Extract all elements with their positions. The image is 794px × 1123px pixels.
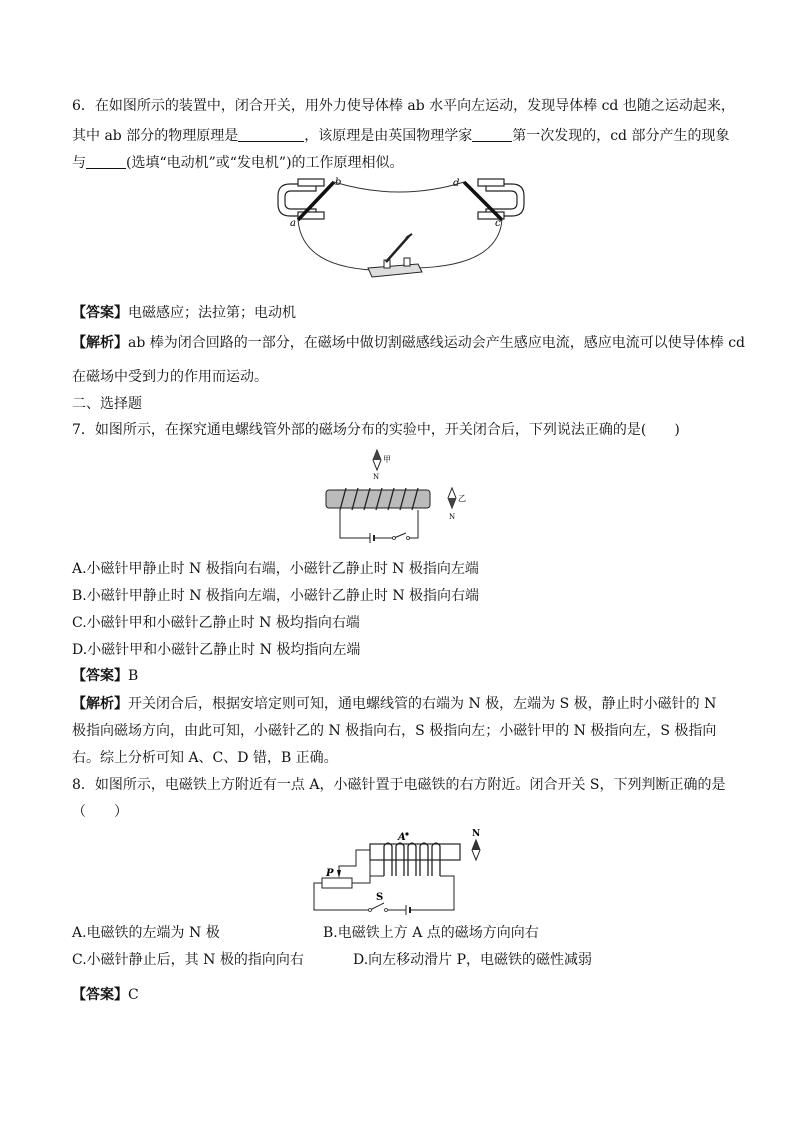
switch-blade: [394, 533, 406, 538]
knife-switch: [368, 234, 422, 277]
q7-analysis-line-2: 极指向磁场方向，由此可知，小磁针乙的 N 极指向右，S 极指向左；小磁针甲的 N 极指向左，S 极指向: [72, 723, 717, 739]
label-c: c: [495, 218, 501, 229]
q7-analysis-line-1: [72, 694, 732, 714]
label-yi: 乙: [458, 494, 466, 503]
q8-option-c: C.小磁针静止后，其 N 极的指向向右: [72, 952, 304, 968]
q8-figure: [306, 826, 496, 918]
label-n: N: [472, 829, 481, 839]
label-jia: 甲: [383, 455, 391, 464]
label-p: P: [326, 868, 334, 879]
q6-stem-line-1: 6．在如图所示的装置中，闭合开关，用外力使导体棒 ab 水平向左运动，发现导体棒 cd 也随之运动起来，: [72, 98, 735, 114]
q7-option-b: B.小磁针甲静止时 N 极指向左端，小磁针乙静止时 N 极指向右端: [72, 588, 480, 604]
q6-blank-2: [472, 127, 512, 142]
q7-figure: [322, 448, 472, 544]
q8-stem-line-1: 8．如图所示，电磁铁上方附近有一点 A，小磁针置于电磁铁的右方附近。闭合开关 S，下列判断正确的是: [72, 777, 726, 793]
q6-stem-line-2: [72, 126, 732, 146]
rheostat: [322, 878, 352, 888]
answer-tag: 【答案】: [72, 668, 128, 684]
point-a-dot: [405, 832, 408, 835]
q8-answer: [72, 985, 732, 1005]
answer-text: C: [128, 987, 139, 1003]
top-wire: [334, 182, 464, 192]
label-b: b: [335, 177, 342, 188]
q8-option-d: D.向左移动滑片 P，电磁铁的磁性减弱: [353, 952, 593, 968]
analysis-tag: 【解析】: [72, 335, 128, 351]
section-heading: 二、选择题: [72, 396, 142, 412]
q8-option-a: A.电磁铁的左端为 N 极: [72, 925, 220, 941]
q8-option-b: B.电磁铁上方 A 点的磁场方向向右: [323, 925, 539, 941]
label-n-jia: N: [373, 473, 380, 481]
q6-figure: [276, 176, 526, 280]
q7-option-a: A.小磁针甲静止时 N 极指向右端，小磁针乙静止时 N 极指向左端: [72, 561, 479, 577]
q6-text: 第一次发现的，cd 部分产生的现象: [512, 128, 730, 144]
q6-stem-line-3: [72, 153, 732, 173]
answer-text: B: [128, 668, 139, 684]
q6-text: (选填“电动机”或“发电机”)的工作原理相似。: [126, 155, 404, 171]
q6-text: 其中 ab 部分的物理原理是: [72, 128, 239, 144]
analysis-tag: 【解析】: [72, 696, 128, 712]
q6-blank-1: [238, 127, 304, 142]
q8-stem-line-2: （ ）: [72, 804, 128, 820]
right-wire: [416, 220, 502, 268]
slider-p: [337, 870, 341, 878]
analysis-text: 开关闭合后，根据安培定则可知，通电螺线管的右端为 N 极，左端为 S 极，静止时小磁针的 N: [128, 696, 717, 712]
label-point-a: A: [398, 832, 406, 843]
analysis-text: ab 棒为闭合回路的一部分，在磁场中做切割磁感线运动会产生感应电流，感应电流可以使导体棒 cd: [128, 335, 746, 351]
q6-answer: [72, 303, 732, 323]
label-d: d: [453, 178, 460, 189]
q7-answer: [72, 666, 732, 686]
label-a: a: [290, 218, 296, 229]
q6-analysis-line-1: [72, 333, 746, 353]
switch-s: [370, 903, 384, 910]
q6-analysis-line-2: 在磁场中受到力的作用而运动。: [72, 369, 268, 385]
q7-option-d: D.小磁针甲和小磁针乙静止时 N 极均指向左端: [72, 642, 361, 658]
answer-tag: 【答案】: [72, 305, 128, 321]
right-u-magnet: [478, 179, 524, 219]
q7-stem: 7．如图所示，在探究通电螺线管外部的磁场分布的实验中，开关闭合后，下列说法正确的是( ): [72, 422, 680, 438]
answer-tag: 【答案】: [72, 987, 128, 1003]
circuit-wire: [352, 860, 370, 883]
compass-needle-yi: [448, 488, 466, 521]
q6-text: 与: [72, 155, 86, 171]
q6-text: ，该原理是由英国物理学家: [304, 128, 473, 144]
label-s: S: [376, 892, 384, 903]
answer-text: 电磁感应；法拉第；电动机: [128, 305, 296, 321]
left-wire: [298, 220, 372, 270]
compass-needle-jia: [373, 450, 391, 481]
q7-analysis-line-3: 右。综上分析可知 A、C、D 错，B 正确。: [72, 750, 338, 766]
circuit-wire: [409, 510, 418, 538]
circuit-wire: [410, 876, 454, 910]
circuit-wire: [340, 510, 370, 538]
q7-option-c: C.小磁针甲和小磁针乙静止时 N 极均指向右端: [72, 615, 360, 631]
label-n-yi: N: [449, 513, 456, 521]
q6-blank-3: [86, 154, 126, 169]
